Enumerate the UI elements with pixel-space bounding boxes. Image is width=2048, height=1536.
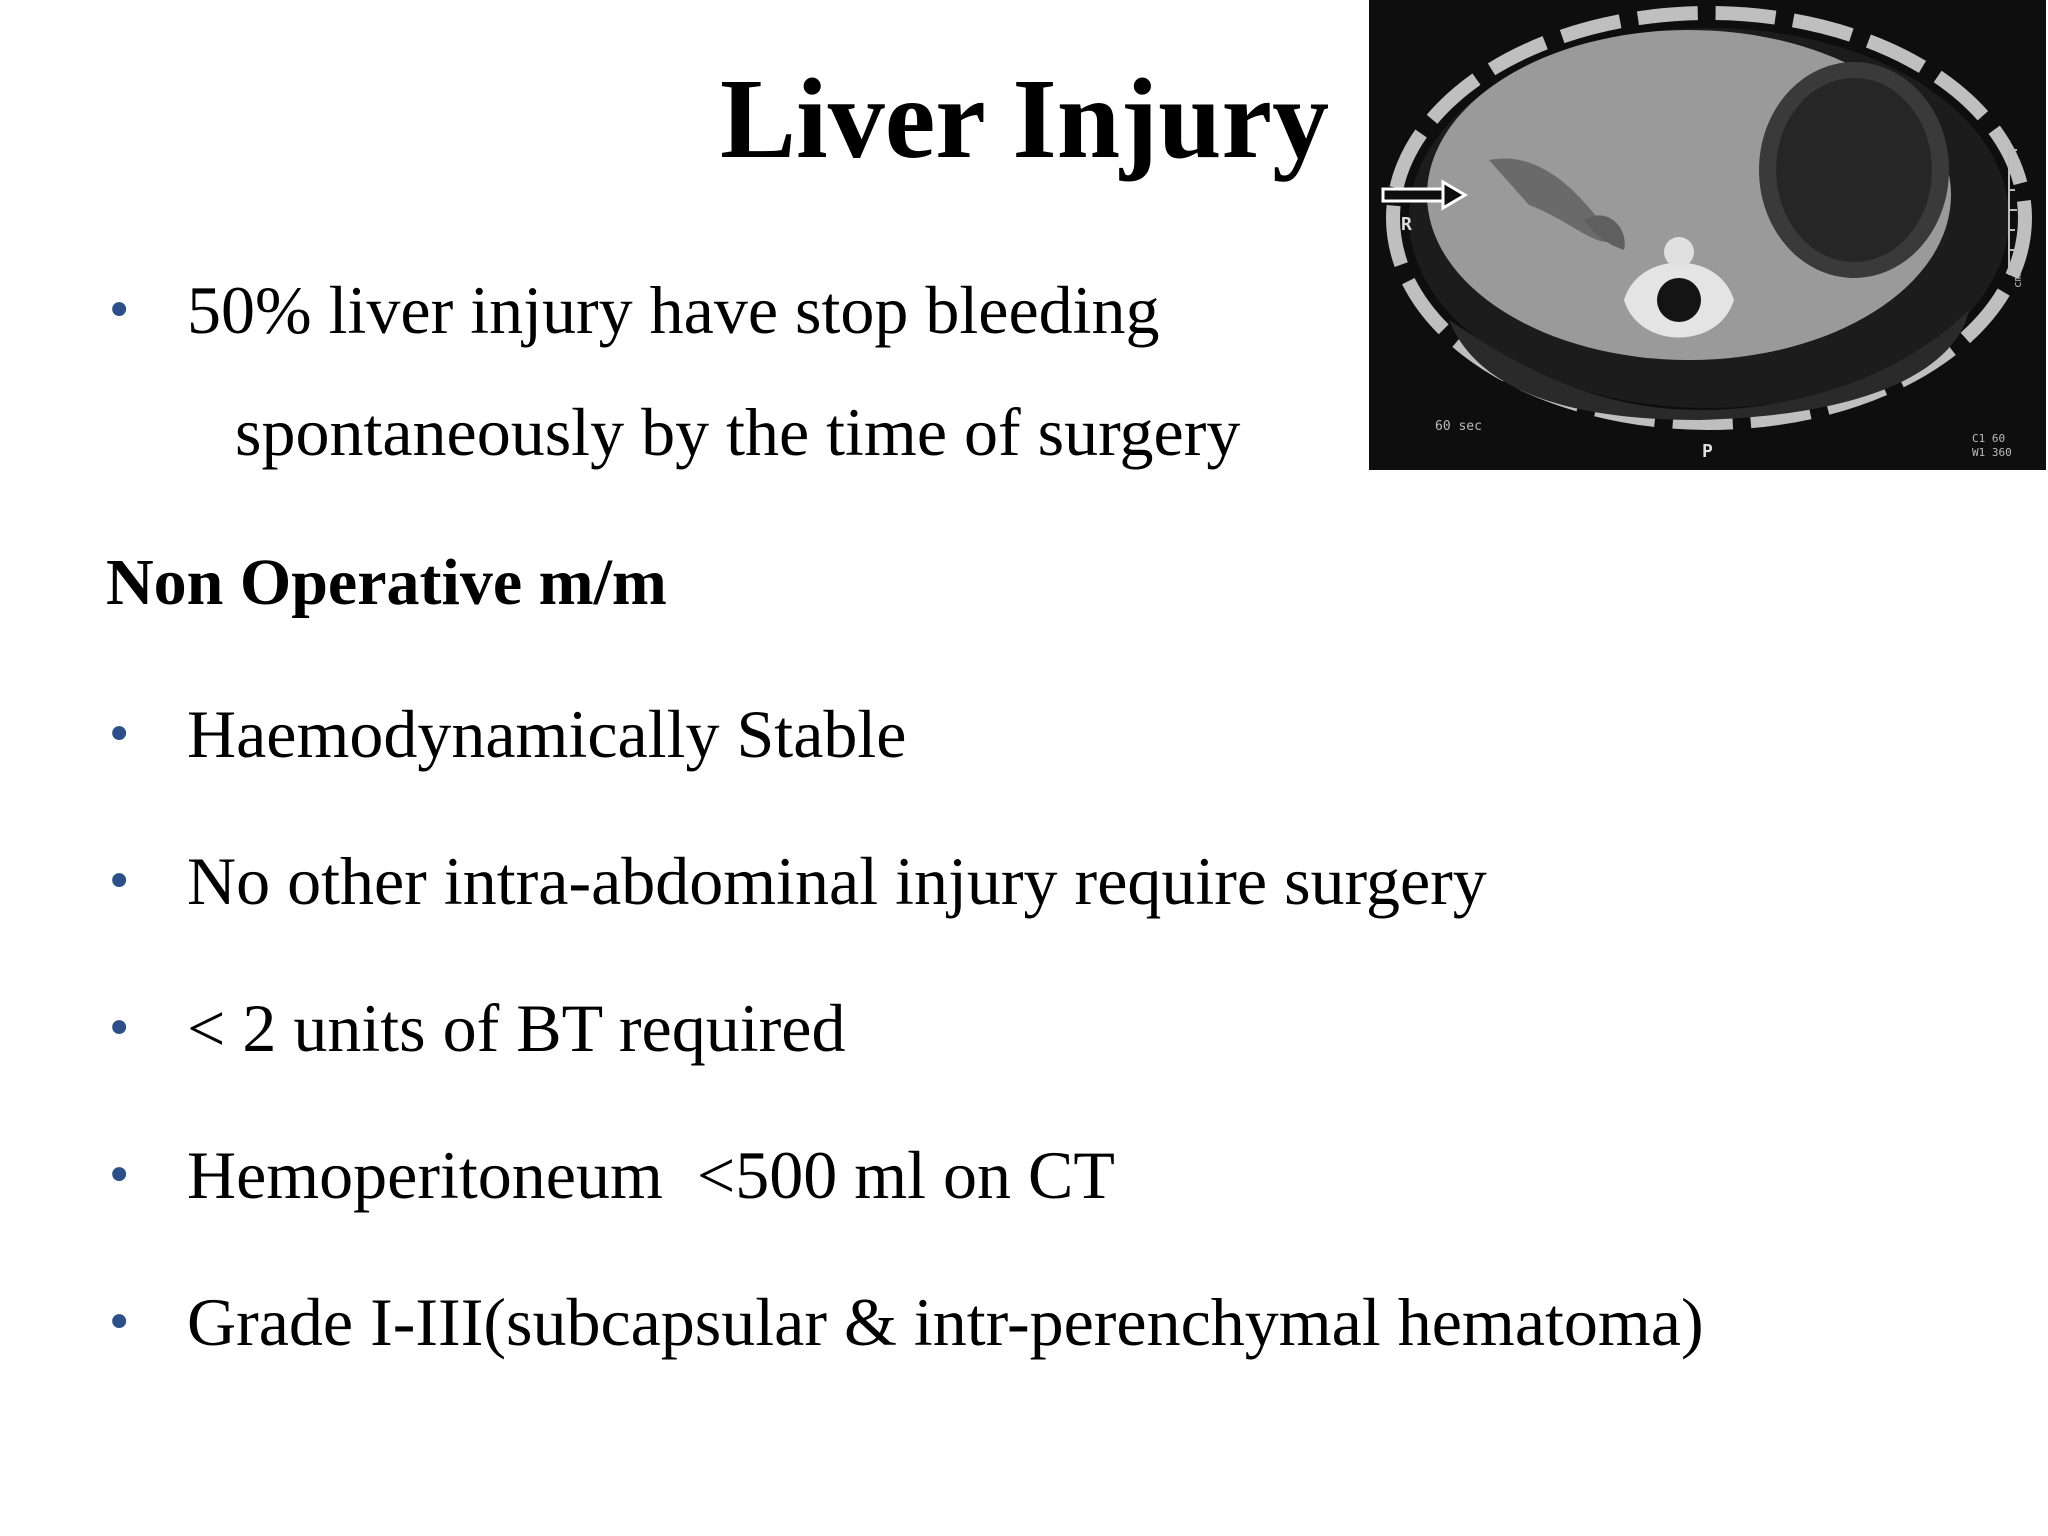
intro-bullet-line-1: 50% liver injury have stop bleeding (187, 272, 1160, 348)
criteria-item (105, 990, 846, 1066)
ct-label-window-1: C1 60 (1972, 432, 2006, 445)
bullet-dot: • (105, 854, 134, 910)
criteria-item (105, 843, 1487, 919)
criteria-item-text: Grade I-III(subcapsular & intr-perenchymal hematoma) (187, 1284, 1704, 1360)
intro-bullet-line-2: spontaneously by the time of surgery (235, 394, 1241, 470)
intro-bullet (105, 272, 1160, 348)
ct-label-r: R (1401, 214, 1412, 235)
criteria-item (105, 1284, 1704, 1360)
ct-label-p: P (1702, 441, 1713, 462)
ct-label-scale-unit: cm (2011, 274, 2024, 288)
bullet-dot: • (105, 283, 134, 339)
ct-label-timing: 60 sec (1435, 419, 1482, 434)
bullet-dot: • (105, 1295, 134, 1351)
criteria-item-text: Haemodynamically Stable (187, 696, 907, 772)
criteria-item-text: < 2 units of BT required (187, 990, 846, 1066)
ct-label-window-2: W1 360 (1972, 446, 2012, 459)
criteria-item (105, 1137, 1115, 1213)
slide-title: Liver Injury (720, 55, 1330, 182)
criteria-item-text: Hemoperitoneum <500 ml on CT (187, 1137, 1115, 1213)
bullet-dot: • (105, 707, 134, 763)
bullet-dot: • (105, 1148, 134, 1204)
criteria-item-text: No other intra-abdominal injury require surgery (187, 843, 1487, 919)
section-heading: Non Operative m/m (106, 546, 667, 619)
criteria-item (105, 696, 907, 772)
ct-scan-image (1369, 0, 2046, 470)
bullet-dot: • (105, 1001, 134, 1057)
